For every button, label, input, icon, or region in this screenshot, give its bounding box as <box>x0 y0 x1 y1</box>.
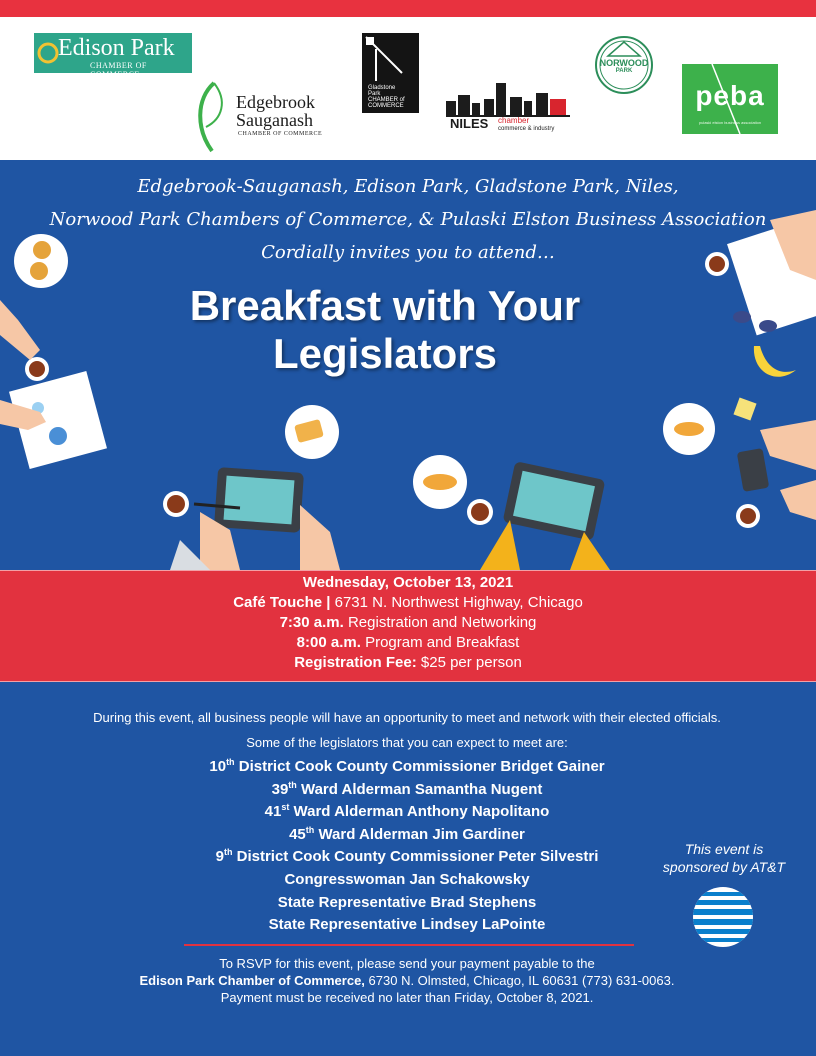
niles-logo-name: NILES <box>450 116 489 131</box>
sponsor-logos-strip <box>0 17 816 160</box>
legislator-item: 41st Ward Alderman Anthony Napolitano <box>264 802 550 821</box>
details-section <box>0 682 816 1056</box>
event-date <box>0 573 816 593</box>
edgebrook-sauganash-logo <box>192 79 332 155</box>
invite-line-2: Norwood Park Chambers of Commerce, & Pulaski Elston Business Association <box>49 209 767 230</box>
yellow-sleeve-left <box>480 520 520 570</box>
program-desc: Program and Breakfast <box>365 634 520 651</box>
tablet-icon <box>214 467 304 533</box>
sponsor-line1: This event is <box>684 841 764 857</box>
venue-address: 6731 N. Northwest Highway, Chicago <box>334 594 583 611</box>
legislator-item: State Representative Brad Stephens <box>277 893 537 911</box>
gladstone-logo-line3: CHAMBER of <box>368 97 405 103</box>
legislator-item: 45th Ward Alderman Jim Gardiner <box>289 824 525 843</box>
registration-desc: Registration and Networking <box>347 614 537 631</box>
top-red-bar <box>0 0 816 17</box>
hero-section <box>0 160 816 570</box>
legislator-item: 9th District Cook County Commissioner Peter Silvestri <box>215 847 599 866</box>
gladstone-logo-text <box>368 85 405 109</box>
peba-logo-sub: pulaski elston business association <box>698 120 762 125</box>
sticky-note-icon <box>733 397 756 420</box>
phone-icon <box>737 448 770 492</box>
edison-park-logo <box>34 33 192 79</box>
peba-logo-name: peba <box>695 80 765 111</box>
section-divider <box>184 944 634 946</box>
hand-right-tablet <box>300 505 340 570</box>
registration-fee <box>0 653 816 673</box>
gladstone-logo-line2: Park <box>368 91 381 97</box>
event-title <box>0 282 770 378</box>
legislator-item: 10th District Cook County Commissioner Bridget Gainer <box>209 757 605 775</box>
gladstone-park-logo <box>362 33 419 113</box>
croissant-plate-icon <box>663 403 715 455</box>
edgebrook-logo-sub: CHAMBER OF COMMERCE <box>238 131 323 137</box>
rsvp-line3: Payment must be received no later than Friday, October 8, 2021. <box>220 990 594 1005</box>
rsvp-line1: To RSVP for this event, please send your payment payable to the <box>219 956 595 971</box>
invite-line-3: Cordially invites you to attend… <box>261 242 555 263</box>
coffee-cup-icon <box>736 504 760 528</box>
event-title-line2: Legislators <box>272 330 498 377</box>
legislator-item: State Representative Lindsey LaPointe <box>268 916 546 934</box>
event-date-text: Wednesday, October 13, 2021 <box>302 574 514 591</box>
coffee-cup-icon <box>163 491 189 517</box>
coffee-cup-icon <box>467 499 493 525</box>
sponsor-note <box>640 840 808 876</box>
event-details-band <box>0 570 816 682</box>
niles-logo-sub2: commerce & industry <box>498 126 555 132</box>
registration-time: 7:30 a.m. <box>279 614 344 631</box>
rsvp-org: Edison Park Chamber of Commerce, <box>139 973 365 988</box>
croissant-plate-icon <box>413 455 467 509</box>
legislators-intro: Some of the legislators that you can expect to meet are: <box>246 735 568 750</box>
invite-line-1: Edgebrook-Sauganash, Edison Park, Gladstone Park, Niles, <box>137 176 679 197</box>
schedule-item-program <box>0 633 816 653</box>
niles-chamber-logo <box>444 81 574 137</box>
legislator-item: Congresswoman Jan Schakowsky <box>284 870 530 888</box>
fee-value: $25 per person <box>420 654 522 671</box>
norwood-park-logo <box>594 34 654 96</box>
peba-logo <box>682 64 778 134</box>
edgebrook-sauganash-logo-name <box>236 93 315 129</box>
rsvp-line2 <box>0 972 814 989</box>
fee-label: Registration Fee: <box>294 654 417 671</box>
norwood-logo-text <box>594 58 654 74</box>
legislator-item: 39th Ward Alderman Samantha Nugent <box>271 779 543 798</box>
rsvp-address: 6730 N. Olmsted, Chicago, IL 60631 (773) 631-0063. <box>364 973 675 988</box>
toast-plate-icon <box>285 405 339 459</box>
niles-logo-sub1: chamber <box>498 116 530 125</box>
right-hand-bottom <box>760 420 816 470</box>
edison-park-logo-name: Edison Park <box>58 35 175 61</box>
sponsor-line2: sponsored by AT&T <box>662 859 786 875</box>
edgebrook-logo-line2: Sauganash <box>236 110 313 130</box>
schedule-item-registration <box>0 613 816 633</box>
rsvp-info <box>0 955 814 1006</box>
norwood-logo-sub: PARK <box>615 68 633 74</box>
program-time: 8:00 a.m. <box>296 634 361 651</box>
att-globe-icon <box>692 886 754 948</box>
event-title-line1: Breakfast with Your <box>189 282 581 329</box>
niles-logo-sub <box>498 117 554 133</box>
norwood-logo-name: NORWOOD <box>599 58 649 68</box>
right-hand-phone <box>780 480 816 520</box>
intro-text: During this event, all business people will have an opportunity to meet and network with their elected officials. <box>93 710 721 725</box>
edgebrook-logo-line1: Edgebrook <box>236 92 315 112</box>
edison-park-logo-sub: CHAMBER OF COMMERCE <box>90 61 147 79</box>
venue-name: Café Touche | <box>233 594 331 611</box>
gladstone-logo-line1: Gladstone <box>368 85 396 91</box>
event-venue <box>0 593 816 613</box>
gladstone-logo-line4: COMMERCE <box>368 103 404 109</box>
tablet-icon <box>503 461 606 541</box>
